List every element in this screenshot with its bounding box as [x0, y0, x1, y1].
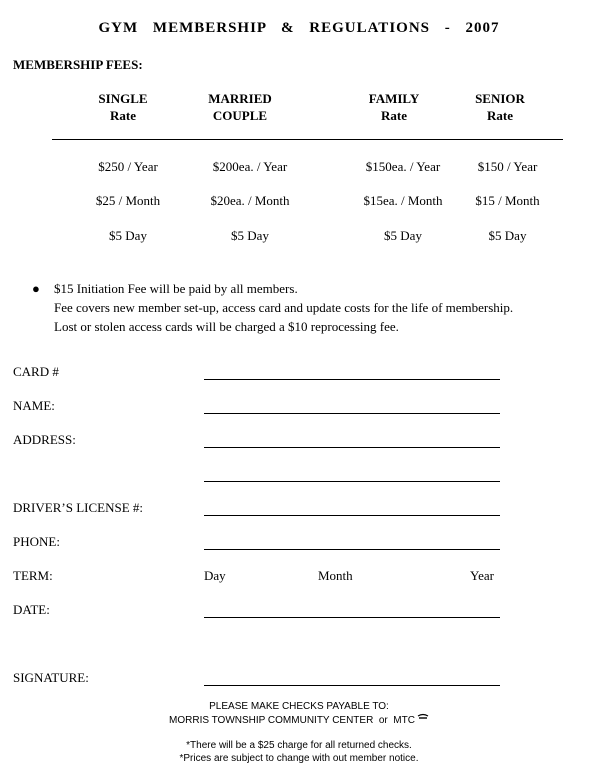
signature-label: SIGNATURE:: [13, 670, 89, 685]
name-label: NAME:: [13, 398, 55, 413]
fee-single-year: $250 / Year: [98, 159, 158, 174]
term-option-day[interactable]: Day: [204, 568, 226, 583]
name-field[interactable]: [204, 413, 500, 414]
returned-checks-note: *There will be a $25 charge for all returned checks.: [186, 740, 412, 751]
col-family-heading: [352, 90, 436, 124]
col-senior-heading: [460, 90, 540, 124]
fee-family-month: $15ea. / Month: [363, 193, 443, 208]
fees-divider: [52, 139, 563, 140]
phone-field[interactable]: [204, 549, 500, 550]
signature-field[interactable]: [204, 685, 500, 686]
note-line: $15 Initiation Fee will be paid by all members.: [54, 281, 298, 296]
date-label: DATE:: [13, 602, 50, 617]
address-label: ADDRESS:: [13, 432, 76, 447]
note-line: Lost or stolen access cards will be charged a $10 reprocessing fee.: [54, 319, 399, 334]
fee-family-year: $150ea. / Year: [365, 159, 441, 174]
col-heading-line2: Rate: [381, 108, 407, 123]
payable-line2: MORRIS TOWNSHIP COMMUNITY CENTER or MTC: [169, 715, 415, 726]
term-label: TERM:: [13, 568, 53, 583]
license-label: DRIVER’S LICENSE #:: [13, 500, 143, 515]
fee-married-day: $5 Day: [231, 228, 269, 243]
term-option-month[interactable]: Month: [318, 568, 353, 583]
fee-single-day: $5 Day: [109, 228, 147, 243]
col-heading-line1: FAMILY: [368, 91, 420, 106]
fee-married-month: $20ea. / Month: [210, 193, 290, 208]
fee-single-month: $25 / Month: [95, 193, 161, 208]
payable-line2-wrap: [0, 713, 598, 726]
address-field-line1[interactable]: [204, 447, 500, 448]
term-option-year[interactable]: Year: [470, 568, 494, 583]
fee-senior-day: $5 Day: [488, 228, 527, 243]
price-change-note: *Prices are subject to change with out member notice.: [179, 753, 419, 764]
col-heading-line2: Rate: [487, 108, 513, 123]
card-label: CARD #: [13, 364, 59, 379]
col-heading-line1: SINGLE: [98, 91, 148, 106]
col-heading-line1: SENIOR: [475, 91, 525, 106]
page-title: GYM MEMBERSHIP & REGULATIONS - 2007: [98, 20, 500, 36]
license-field[interactable]: [204, 515, 500, 516]
col-heading-line1: MARRIED: [208, 91, 272, 106]
col-heading-line2: Rate: [110, 108, 136, 123]
fee-married-year: $200ea. / Year: [212, 159, 288, 174]
phone-label: PHONE:: [13, 534, 60, 549]
col-heading-line2: COUPLE: [212, 108, 268, 123]
mtc-logo-icon: [417, 713, 429, 721]
date-field[interactable]: [204, 617, 500, 618]
card-field[interactable]: [204, 379, 500, 380]
note-line: Fee covers new member set-up, access card and update costs for the life of membership.: [54, 300, 514, 315]
col-single-heading: [83, 90, 163, 124]
fees-heading: MEMBERSHIP FEES:: [13, 57, 143, 72]
col-married-heading: [196, 90, 284, 124]
fee-family-day: $5 Day: [384, 228, 422, 243]
address-field-line2[interactable]: [204, 481, 500, 482]
fee-senior-month: $15 / Month: [475, 193, 540, 208]
payable-line1: PLEASE MAKE CHECKS PAYABLE TO:: [209, 701, 389, 712]
fee-senior-year: $150 / Year: [477, 159, 538, 174]
bullet-icon: ●: [32, 281, 40, 296]
